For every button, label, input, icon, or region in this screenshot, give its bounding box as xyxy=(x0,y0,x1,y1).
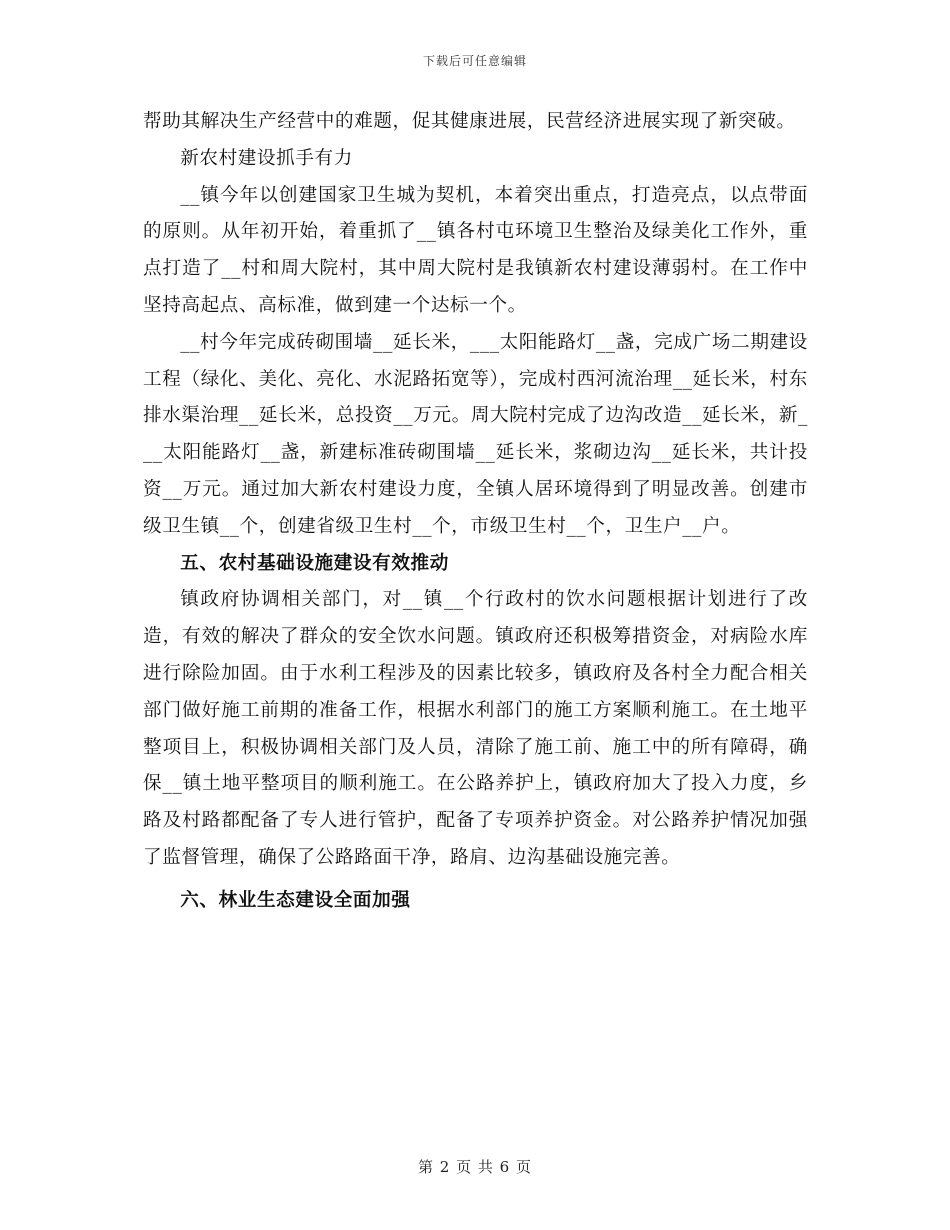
section-heading-5: 五、农村基础设施建设有效推动 xyxy=(180,552,449,574)
page-header-note: 下载后可任意编辑 xyxy=(422,54,527,68)
paragraph-continuation: 帮助其解决生产经营中的难题，促其健康进展，民营经济进展实现了新突破。 xyxy=(143,111,796,132)
section-heading-6: 六、林业生态建设全面加强 xyxy=(180,889,411,911)
page-number: 第 2 页 共 6 页 xyxy=(418,1158,532,1176)
subheading-new-rural-construction: 新农村建设抓手有力 xyxy=(180,147,353,169)
paragraph-town-sanitation: __镇今年以创建国家卫生城为契机，本着突出重点，打造亮点，以点带面的原则。从年初开始，着重抓了__镇各村屯环境卫生整治及绿美化工作外，重点打造了__村和周大院村，其中周大院村是我镇新农村建设薄弱村。在工作中坚持高起点、高标准，做到建一个达标一个。 xyxy=(143,184,808,316)
paragraph-infrastructure: 镇政府协调相关部门，对__镇__个行政村的饮水问题根据计划进行了改造，有效的解决了群众的安全饮水问题。镇政府还积极筹措资金，对病险水库进行除险加固。由于水利工程涉及的因素比较多，镇政府及各村全力配合相关部门做好施工前期的准备工作，根据水利部门的施工方案顺利施工。在土地平整项目上，积极协调相关部门及人员，清除了施工前、施工中的所有障碍，确保__镇土地平整项目的顺利施工。在公路养护上，镇政府加大了投入力度，乡路及村路都配备了专人进行管护，配备了专项养护资金。对公路养护情况加强了监督管理，确保了公路路面干净，路肩、边沟基础设施完善。 xyxy=(143,589,808,868)
document-body xyxy=(143,104,808,920)
paragraph-village-projects: __村今年完成砖砌围墙__延长米，___太阳能路灯__盏，完成广场二期建设工程（绿化、美化、亮化、水泥路拓宽等），完成村西河流治理__延长米，村东排水渠治理__延长米，总投资__万元。周大院村完成了边沟改造__延长米，新___太阳能路灯__盏，新建标准砖砌围墙__延长米，浆砌边沟__延长米，共计投资__万元。通过加大新农村建设力度，全镇人居环境得到了明显改善。创建市级卫生镇__个，创建省级卫生村__个，市级卫生村__个，卫生户__户。 xyxy=(143,331,808,537)
